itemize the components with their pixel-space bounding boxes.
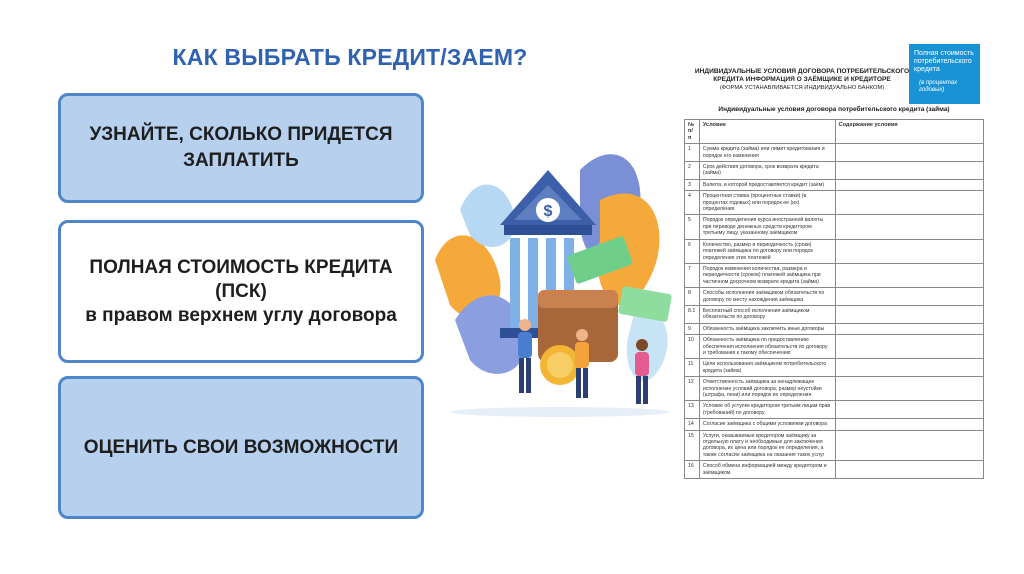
card-text: (ПСК) xyxy=(215,280,267,302)
row-value xyxy=(835,288,983,306)
column-header: Условие xyxy=(699,120,835,144)
finance-illustration xyxy=(430,130,680,420)
table-row xyxy=(685,461,984,479)
row-number: 3 xyxy=(685,179,700,190)
row-value xyxy=(835,335,983,359)
column-header: № п/п xyxy=(685,120,700,144)
row-number: 2 xyxy=(685,162,700,180)
table-row xyxy=(685,305,984,323)
row-number: 9 xyxy=(685,323,700,334)
card-text: ПОЛНАЯ СТОИМОСТЬ КРЕДИТА xyxy=(89,256,393,278)
card-know-cost xyxy=(58,93,424,203)
row-condition: Количество, размер и периодичность (сроки) платежей заёмщика по договору или порядок определения этих платежей xyxy=(699,239,835,263)
table-row xyxy=(685,239,984,263)
row-value xyxy=(835,239,983,263)
row-value xyxy=(835,305,983,323)
row-value xyxy=(835,461,983,479)
card-text: УЗНАЙТЕ, СКОЛЬКО ПРИДЕТСЯ xyxy=(89,124,393,145)
row-condition: Способы исполнения заёмщиком обязательств по договору по месту нахождения заёмщика xyxy=(699,288,835,306)
table-row xyxy=(685,263,984,287)
card-assess-abilities xyxy=(58,376,424,519)
row-value xyxy=(835,162,983,180)
row-value xyxy=(835,377,983,401)
row-value xyxy=(835,215,983,239)
row-number: 11 xyxy=(685,359,700,377)
banknote xyxy=(618,286,672,322)
psk-box-line: потребительского xyxy=(914,58,972,65)
row-condition: Способ обмена информацией между кредитором и заёмщиком xyxy=(699,461,835,479)
row-condition: Порядок изменения количества, размера и периодичности (сроков) платежей заёмщика при частичном досрочном возврате кредита (займа) xyxy=(699,263,835,287)
row-number: 12 xyxy=(685,377,700,401)
row-value xyxy=(835,401,983,419)
psk-box-note-line: (в процентах xyxy=(919,80,958,86)
card-text: ОЦЕНИТЬ СВОИ ВОЗМОЖНОСТИ xyxy=(83,436,399,458)
table-body xyxy=(685,144,984,479)
table-row xyxy=(685,215,984,239)
table-row xyxy=(685,323,984,334)
row-value xyxy=(835,323,983,334)
document-header-line: КРЕДИТА ИНФОРМАЦИЯ О ЗАЁМЩИКЕ И КРЕДИТОРЕ xyxy=(713,76,891,83)
card-text: в правом верхнем углу договора xyxy=(85,304,397,326)
row-value xyxy=(835,144,983,162)
row-number: 7 xyxy=(685,263,700,287)
psk-box-note xyxy=(914,80,975,94)
row-condition: Цели использования заёмщиком потребительского кредита (займа) xyxy=(699,359,835,377)
table-row xyxy=(685,359,984,377)
table-row xyxy=(685,419,984,430)
table-header-row xyxy=(685,120,984,144)
row-value xyxy=(835,263,983,287)
dollar-sign: $ xyxy=(543,203,553,220)
row-condition: Условие об уступке кредитором третьим лицам прав (требований) по договору xyxy=(699,401,835,419)
row-value xyxy=(835,191,983,215)
table-row xyxy=(685,377,984,401)
document-header-line: ИНДИВИДУАЛЬНЫЕ УСЛОВИЯ ДОГОВОРА ПОТРЕБИТЕЛЬСКОГО xyxy=(694,68,910,75)
document-header-sub: (ФОРМА УСТАНАВЛИВАЕТСЯ ИНДИВИДУАЛЬНО БАНКОМ) xyxy=(719,85,885,91)
psk-box-line: кредита xyxy=(914,66,940,73)
row-number: 16 xyxy=(685,461,700,479)
row-condition: Согласие заёмщика с общими условиями договора xyxy=(699,419,835,430)
table-row xyxy=(685,430,984,461)
table-row xyxy=(685,179,984,190)
row-condition: Срок действия договора, срок возврата кредита (займа) xyxy=(699,162,835,180)
psk-box xyxy=(909,44,980,104)
document-header xyxy=(692,68,912,92)
row-condition: Услуги, оказываемые кредитором заёмщику за отдельную плату и необходимые для заключения договора, их цена или порядок ее определения, а также согласие заёмщика на оказание таких услуг xyxy=(699,430,835,461)
card-psk xyxy=(58,220,424,363)
row-condition: Порядок определения курса иностранной валюты при переводе денежных средств кредитором третьему лицу, указанному заёмщиком xyxy=(699,215,835,239)
table-row xyxy=(685,144,984,162)
row-condition: Ответственность заёмщика за ненадлежащее исполнение условий договора, размер неустойки (штрафа, пени) или порядок их определения xyxy=(699,377,835,401)
row-number: 8 xyxy=(685,288,700,306)
row-number: 6 xyxy=(685,239,700,263)
row-number: 14 xyxy=(685,419,700,430)
psk-box-line: Полная стоимость xyxy=(914,50,974,57)
row-condition: Сумма кредита (займа) или лимит кредитования и порядок его изменения xyxy=(699,144,835,162)
row-value xyxy=(835,419,983,430)
document-caption: Индивидуальные условия договора потребительского кредита (займа) xyxy=(718,106,950,113)
row-number: 1 xyxy=(685,144,700,162)
row-number: 15 xyxy=(685,430,700,461)
column-header: Содержание условия xyxy=(835,120,983,144)
row-condition: Бесплатный способ исполнения заёмщиком обязательств по договору xyxy=(699,305,835,323)
conditions-table xyxy=(684,119,984,479)
row-number: 5 xyxy=(685,215,700,239)
row-number: 8.1 xyxy=(685,305,700,323)
card-text: ЗАПЛАТИТЬ xyxy=(183,150,299,171)
table-row xyxy=(685,335,984,359)
row-condition: Процентная ставка (процентные ставки) (в процентах годовых) или порядок ее (их) определения xyxy=(699,191,835,215)
row-value xyxy=(835,179,983,190)
row-condition: Обязанность заёмщика заключить иные договоры xyxy=(699,323,835,334)
table-row xyxy=(685,162,984,180)
row-value xyxy=(835,430,983,461)
table-row xyxy=(685,288,984,306)
table-row xyxy=(685,191,984,215)
row-number: 4 xyxy=(685,191,700,215)
psk-box-note-line: годовых) xyxy=(919,87,945,93)
row-number: 13 xyxy=(685,401,700,419)
row-condition: Обязанность заёмщика по предоставлению обеспечения исполнения обязательств по договору и требования к такому обеспечению xyxy=(699,335,835,359)
table-row xyxy=(685,401,984,419)
slide-title: КАК ВЫБРАТЬ КРЕДИТ/ЗАЕМ? xyxy=(172,44,528,70)
row-condition: Валюта, в которой предоставляется кредит (заём) xyxy=(699,179,835,190)
row-number: 10 xyxy=(685,335,700,359)
contract-document xyxy=(676,40,986,545)
row-value xyxy=(835,359,983,377)
